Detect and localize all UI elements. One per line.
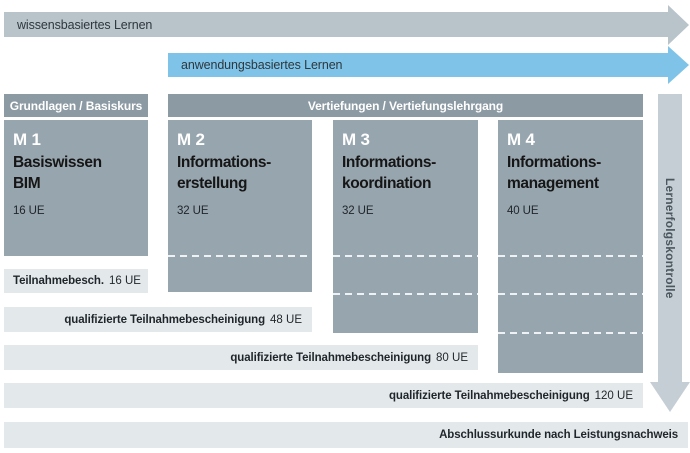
learning-control-label: Lernerfolgskontrolle xyxy=(663,177,677,299)
module-m4-divider xyxy=(498,332,643,334)
application-learning-arrow xyxy=(168,53,668,77)
certificate-row-final xyxy=(4,422,688,448)
arrow-right-icon xyxy=(668,5,689,45)
module-m4-code: M 4 xyxy=(507,130,535,149)
module-m4-hours: 40 UE xyxy=(507,205,539,218)
certificate-hours: 16 UE xyxy=(108,275,141,287)
module-m3-title-line1: Informations- xyxy=(342,154,436,171)
header-advanced xyxy=(168,94,643,117)
certificate-row-80ue xyxy=(4,345,478,370)
certificate-label: qualifizierte Teilnahmebescheinigung xyxy=(388,389,590,402)
module-m4-title-line1: Informations- xyxy=(507,154,601,171)
certificate-hours: 48 UE xyxy=(270,313,302,326)
arrow-right-icon xyxy=(668,46,689,84)
module-m3-divider xyxy=(333,293,478,295)
knowledge-learning-arrow xyxy=(4,12,668,37)
header-advanced-label: Vertiefungen / Vertiefungslehrgang xyxy=(307,98,504,113)
module-m3 xyxy=(333,120,478,333)
module-m3-hours: 32 UE xyxy=(342,205,374,218)
certificate-label: qualifizierte Teilnahmebescheinigung xyxy=(64,313,266,326)
module-m4-title-line2: management xyxy=(507,174,599,192)
module-m4-divider xyxy=(498,255,643,257)
module-m1-hours: 16 UE xyxy=(13,205,45,218)
certificate-hours: 80 UE xyxy=(436,351,468,364)
certificate-row-16ue xyxy=(4,269,148,293)
learning-control-arrow xyxy=(658,94,682,382)
module-m2-divider xyxy=(168,255,312,257)
arrow-down-icon xyxy=(650,382,690,412)
module-m2-hours: 32 UE xyxy=(177,205,209,218)
module-m2-title-line2: erstellung xyxy=(177,174,248,192)
module-m1 xyxy=(4,120,148,256)
application-learning-label: anwendungsbasiertes Lernen xyxy=(181,58,343,72)
module-m3-title-line2: koordination xyxy=(342,174,432,192)
certificate-row-48ue xyxy=(4,307,312,332)
certificate-label: Abschlussurkunde nach Leistungsnachweis xyxy=(439,429,678,441)
certificate-label: qualifizierte Teilnahmebescheinigung xyxy=(230,351,432,364)
module-m4 xyxy=(498,120,643,373)
knowledge-learning-label: wissensbasiertes Lernen xyxy=(17,17,153,32)
module-m1-title-line1: Basiswissen xyxy=(13,154,102,171)
module-m2-title-line1: Informations- xyxy=(177,154,271,171)
module-m2-code: M 2 xyxy=(177,130,205,149)
module-m1-title-line2: BIM xyxy=(13,174,41,192)
header-basics xyxy=(4,94,148,117)
module-m4-divider xyxy=(498,293,643,295)
module-m1-code: M 1 xyxy=(13,130,41,149)
module-m2 xyxy=(168,120,312,292)
certificate-row-120ue xyxy=(4,383,643,408)
certificate-label: Teilnahmebesch. xyxy=(13,275,104,287)
module-m3-code: M 3 xyxy=(342,130,370,149)
module-m3-divider xyxy=(333,255,478,257)
certificate-hours: 120 UE xyxy=(594,389,633,402)
header-basics-label: Grundlagen / Basiskurs xyxy=(9,98,143,113)
